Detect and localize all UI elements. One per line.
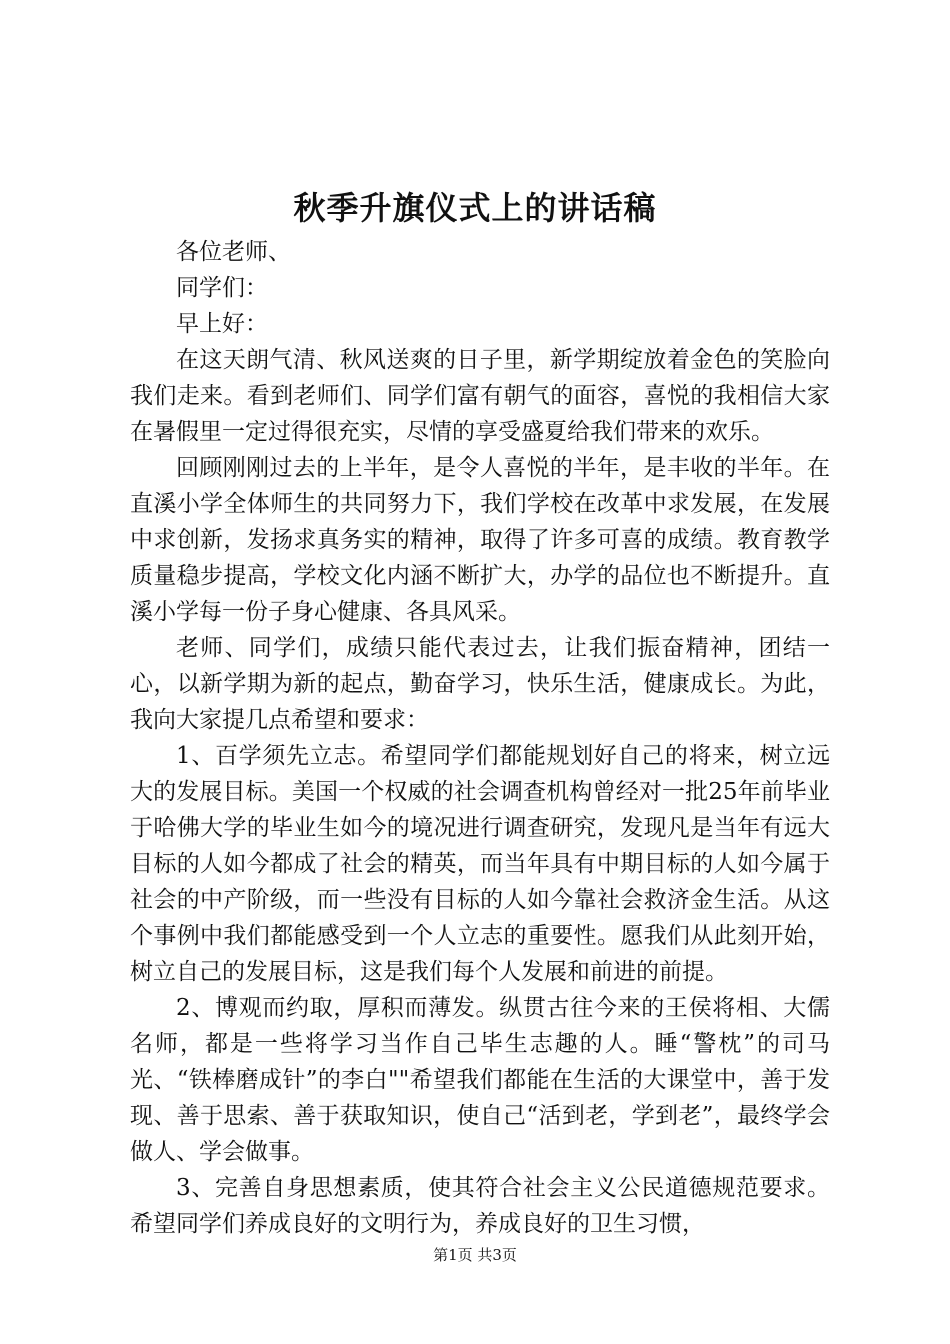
document-body bbox=[130, 234, 830, 1242]
salutation-teachers: 各位老师、 bbox=[176, 239, 291, 265]
page-number-footer: 第1页 共3页 bbox=[433, 1246, 517, 1264]
paragraph: 3、完善自身思想素质，使其符合社会主义公民道德规范要求。希望同学们养成良好的文明行为，养成良好的卫生习惯， bbox=[130, 1175, 830, 1237]
paragraph: 1、百学须先立志。希望同学们都能规划好自己的将来，树立远大的发展目标。美国一个权威的社会调查机构曾经对一批25年前毕业于哈佛大学的毕业生如今的境况进行调查研究，发现凡是当年有远大目标的人如今都成了社会的精英，而当年具有中期目标的人如今属于社会的中产阶级，而一些没有目标的人如今靠社会救济金生活。从这个事例中我们都能感受到一个人立志的重要性。愿我们从此刻开始，树立自己的发展目标，这是我们每个人发展和前进的前提。 bbox=[130, 743, 830, 985]
salutation-students: 同学们： bbox=[176, 275, 268, 301]
paragraph: 老师、同学们，成绩只能代表过去，让我们振奋精神，团结一心，以新学期为新的起点，勤奋学习，快乐生活，健康成长。为此，我向大家提几点希望和要求： bbox=[130, 635, 830, 733]
paragraph: 2、博观而约取，厚积而薄发。纵贯古往今来的王侯将相、大儒名师，都是一些将学习当作自己毕生志趣的人。睡“警枕”的司马光、“铁棒磨成针”的李白""希望我们都能在生活的大课堂中，善于发现、善于思索、善于获取知识，使自己“活到老，学到老”，最终学会做人、学会做事。 bbox=[130, 995, 830, 1165]
greeting: 早上好： bbox=[176, 311, 268, 337]
document-title: 秋季升旗仪式上的讲话稿 bbox=[293, 189, 657, 227]
paragraph: 在这天朗气清、秋风送爽的日子里，新学期绽放着金色的笑脸向我们走来。看到老师们、同学们富有朝气的面容，喜悦的我相信大家在暑假里一定过得很充实，尽情的享受盛夏给我们带来的欢乐。 bbox=[130, 347, 830, 445]
paragraph: 回顾刚刚过去的上半年，是令人喜悦的半年，是丰收的半年。在直溪小学全体师生的共同努力下，我们学校在改革中求发展，在发展中求创新，发扬求真务实的精神，取得了许多可喜的成绩。教育教学质量稳步提高，学校文化内涵不断扩大，办学的品位也不断提升。直溪小学每一份子身心健康、各具风采。 bbox=[130, 455, 830, 625]
